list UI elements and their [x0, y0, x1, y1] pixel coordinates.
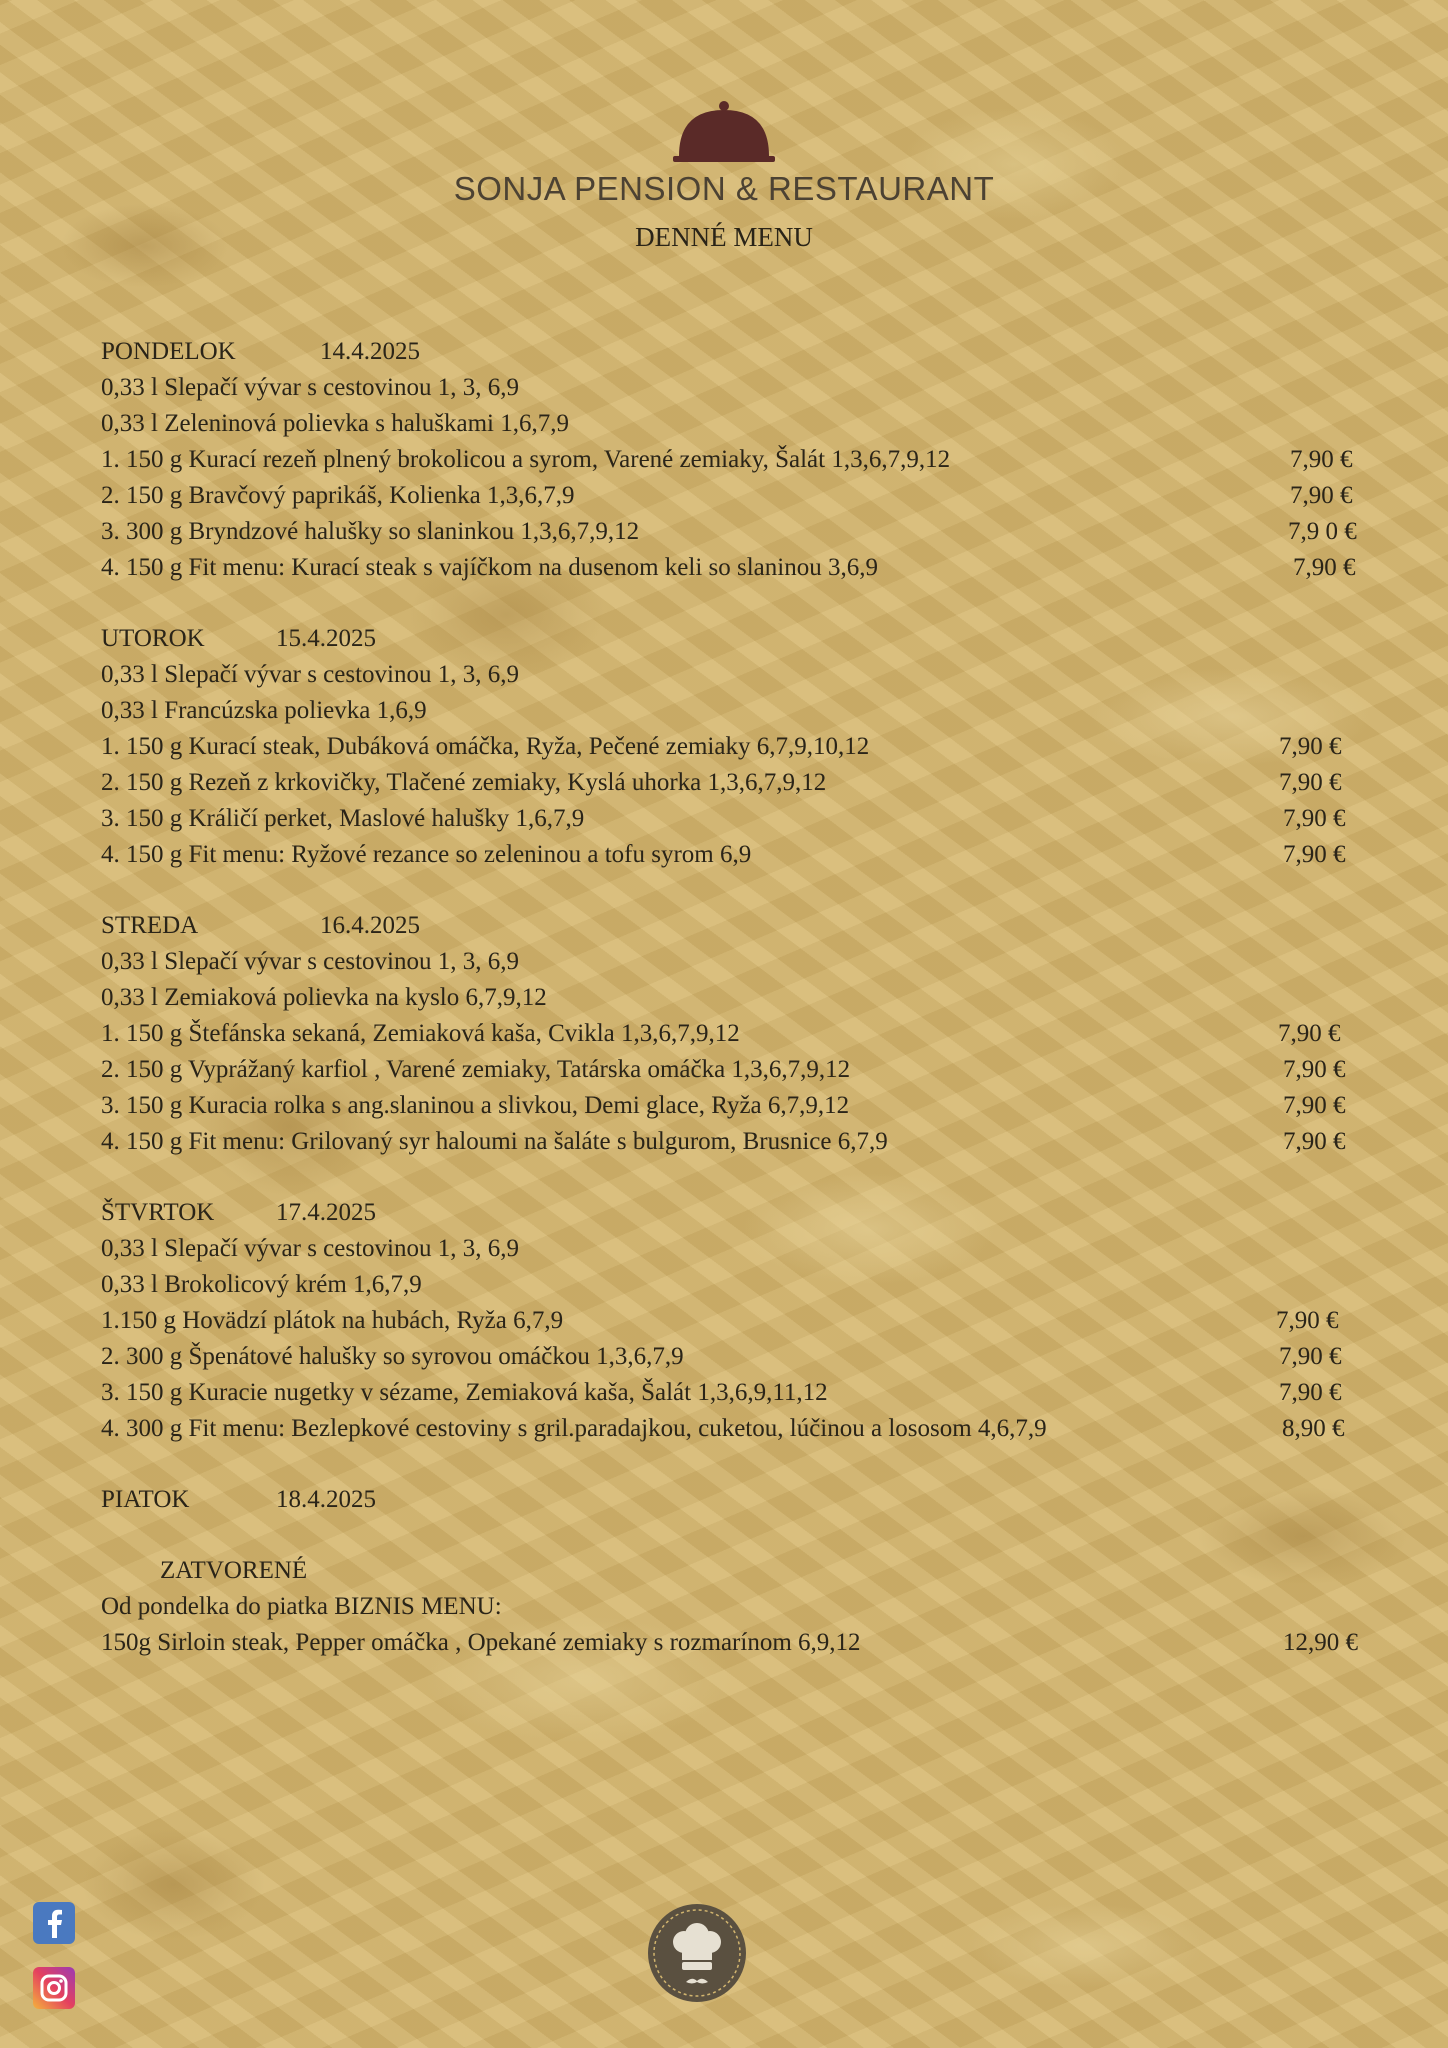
menu-item-price: 7,90 € [1279, 1379, 1342, 1406]
header [0, 100, 1448, 253]
menu-item-price: 7,90 € [1276, 1307, 1339, 1334]
menu-item-text: 2. 150 g Rezeň z krkovičky, Tlačené zemiaky, Kyslá uhorka 1,3,6,7,9,12 [101, 769, 827, 796]
menu-item [101, 944, 1361, 980]
menu-item [101, 837, 1361, 873]
menu-item-price: 7,90 € [1293, 554, 1356, 581]
menu-item [101, 406, 1361, 442]
menu-item-price: 7,90 € [1283, 805, 1346, 832]
closed-notice: ZATVORENÉ [160, 1557, 308, 1584]
menu-item-price: 7,90 € [1283, 1128, 1346, 1155]
menu-item-price: 7,9 0 € [1288, 518, 1357, 545]
menu-item-price: 12,90 € [1283, 1629, 1358, 1656]
menu-item [101, 370, 1361, 406]
menu-item-text: 2. 150 g Bravčový paprikáš, Kolienka 1,3,6,7,9 [101, 482, 575, 509]
day-name: ŠTVRTOK [101, 1199, 215, 1226]
menu-item-text: 3. 150 g Kuracie nugetky v sézame, Zemiaková kaša, Šalát 1,3,6,9,11,12 [101, 1379, 828, 1406]
menu-item [101, 693, 1361, 729]
menu-item [101, 729, 1361, 765]
menu-item-text: 4. 150 g Fit menu: Ryžové rezance so zeleninou a tofu syrom 6,9 [101, 841, 752, 868]
menu-item-price: 7,90 € [1278, 1020, 1341, 1047]
menu-item-price: 7,90 € [1283, 841, 1346, 868]
day-heading [101, 1195, 1361, 1231]
menu-item-price: 7,90 € [1283, 1092, 1346, 1119]
day-name: PONDELOK [101, 338, 236, 365]
menu-item-text: 1. 150 g Štefánska sekaná, Zemiaková kaša, Cvikla 1,3,6,7,9,12 [101, 1020, 740, 1047]
menu-item [101, 550, 1361, 586]
menu-item-text: 3. 150 g Kuracia rolka s ang.slaninou a slivkou, Demi glace, Ryža 6,7,9,12 [101, 1092, 850, 1119]
menu-item [101, 1016, 1361, 1052]
day-date: 17.4.2025 [276, 1199, 376, 1226]
menu-item-text: 1. 150 g Kurací rezeň plnený brokolicou a syrom, Varené zemiaky, Šalát 1,3,6,7,9,12 [101, 446, 951, 473]
menu-item-price: 7,90 € [1279, 1343, 1342, 1370]
menu-item-text: 0,33 l Slepačí vývar s cestovinou 1, 3, 6,9 [101, 374, 519, 401]
restaurant-name: SONJA PENSION & RESTAURANT [453, 170, 995, 207]
day-name: UTOROK [101, 625, 205, 652]
menu-item-text: 3. 300 g Bryndzové halušky so slaninkou 1,3,6,7,9,12 [101, 518, 640, 545]
day-date: 18.4.2025 [276, 1486, 376, 1513]
menu-item [101, 1339, 1361, 1375]
menu-item-text: 0,33 l Zemiaková polievka na kyslo 6,7,9,12 [101, 984, 547, 1011]
day-heading [101, 1482, 1361, 1518]
menu-item [101, 478, 1361, 514]
menu-item-price: 7,90 € [1290, 446, 1353, 473]
day-heading [101, 334, 1361, 370]
menu-item-text: 0,33 l Zeleninová polievka s haluškami 1,6,7,9 [101, 410, 569, 437]
menu-item-text: 0,33 l Slepačí vývar s cestovinou 1, 3, 6,9 [101, 661, 519, 688]
menu-item-price: 7,90 € [1283, 1056, 1346, 1083]
menu-item [101, 801, 1361, 837]
menu-item-text: 0,33 l Francúzska polievka 1,6,9 [101, 697, 427, 724]
menu-item-text: 4. 300 g Fit menu: Bezlepkové cestoviny s gril.paradajkou, cuketou, lúčinou a lososom 4,6,7,9 [101, 1415, 1047, 1442]
day-date: 15.4.2025 [276, 625, 376, 652]
menu-item-text: 0,33 l Brokolicový krém 1,6,7,9 [101, 1271, 422, 1298]
menu-item [101, 1124, 1361, 1160]
menu-item-price: 8,90 € [1282, 1415, 1345, 1442]
menu-item-text: 4. 150 g Fit menu: Kurací steak s vajíčkom na dusenom keli so slaninou 3,6,9 [101, 554, 878, 581]
menu-item-text: 1.150 g Hovädzí plátok na hubách, Ryža 6,7,9 [101, 1307, 564, 1334]
menu-item [101, 514, 1361, 550]
menu-item-price: 7,90 € [1290, 482, 1353, 509]
menu-item [101, 442, 1361, 478]
menu-item [101, 1303, 1361, 1339]
menu-item [101, 1411, 1361, 1447]
day-date: 16.4.2025 [320, 912, 420, 939]
menu-item-price: 7,90 € [1279, 733, 1342, 760]
menu-item-text: 1. 150 g Kurací steak, Dubáková omáčka, Ryža, Pečené zemiaky 6,7,9,10,12 [101, 733, 870, 760]
menu-item-text: 2. 300 g Špenátové halušky so syrovou omáčkou 1,3,6,7,9 [101, 1343, 684, 1370]
menu-item-text: 4. 150 g Fit menu: Grilovaný syr haloumi na šaláte s bulgurom, Brusnice 6,7,9 [101, 1128, 888, 1155]
business-menu-heading: Od pondelka do piatka BIZNIS MENU: [101, 1593, 502, 1620]
menu-item-text: 150g Sirloin steak, Pepper omáčka , Opekané zemiaky s rozmarínom 6,9,12 [101, 1629, 861, 1656]
menu-item [101, 1052, 1361, 1088]
menu-item-text: 2. 150 g Vyprážaný karfiol , Varené zemiaky, Tatárska omáčka 1,3,6,7,9,12 [101, 1056, 851, 1083]
chef-hat-logo-icon [646, 1902, 748, 2004]
menu-item-text: 3. 150 g Králičí perket, Maslové halušky 1,6,7,9 [101, 805, 585, 832]
day-heading [101, 621, 1361, 657]
menu-item [101, 980, 1361, 1016]
business-menu-item [101, 1625, 1361, 1661]
cloche-icon [673, 100, 775, 164]
menu-item [101, 1231, 1361, 1267]
menu-item-text: 0,33 l Slepačí vývar s cestovinou 1, 3, 6,9 [101, 1235, 519, 1262]
menu-item [101, 1375, 1361, 1411]
menu-item-price: 7,90 € [1279, 769, 1342, 796]
menu-item [101, 1088, 1361, 1124]
menu-content [101, 334, 1361, 1661]
menu-item [101, 1267, 1361, 1303]
day-heading [101, 908, 1361, 944]
facebook-icon[interactable] [33, 1902, 75, 1944]
menu-item [101, 765, 1361, 801]
instagram-icon[interactable] [33, 1967, 75, 2009]
menu-title: DENNÉ MENU [635, 222, 813, 252]
day-name: PIATOK [101, 1486, 190, 1513]
day-date: 14.4.2025 [320, 338, 420, 365]
menu-item [101, 657, 1361, 693]
menu-item-text: 0,33 l Slepačí vývar s cestovinou 1, 3, 6,9 [101, 948, 519, 975]
day-name: STREDA [101, 912, 199, 939]
